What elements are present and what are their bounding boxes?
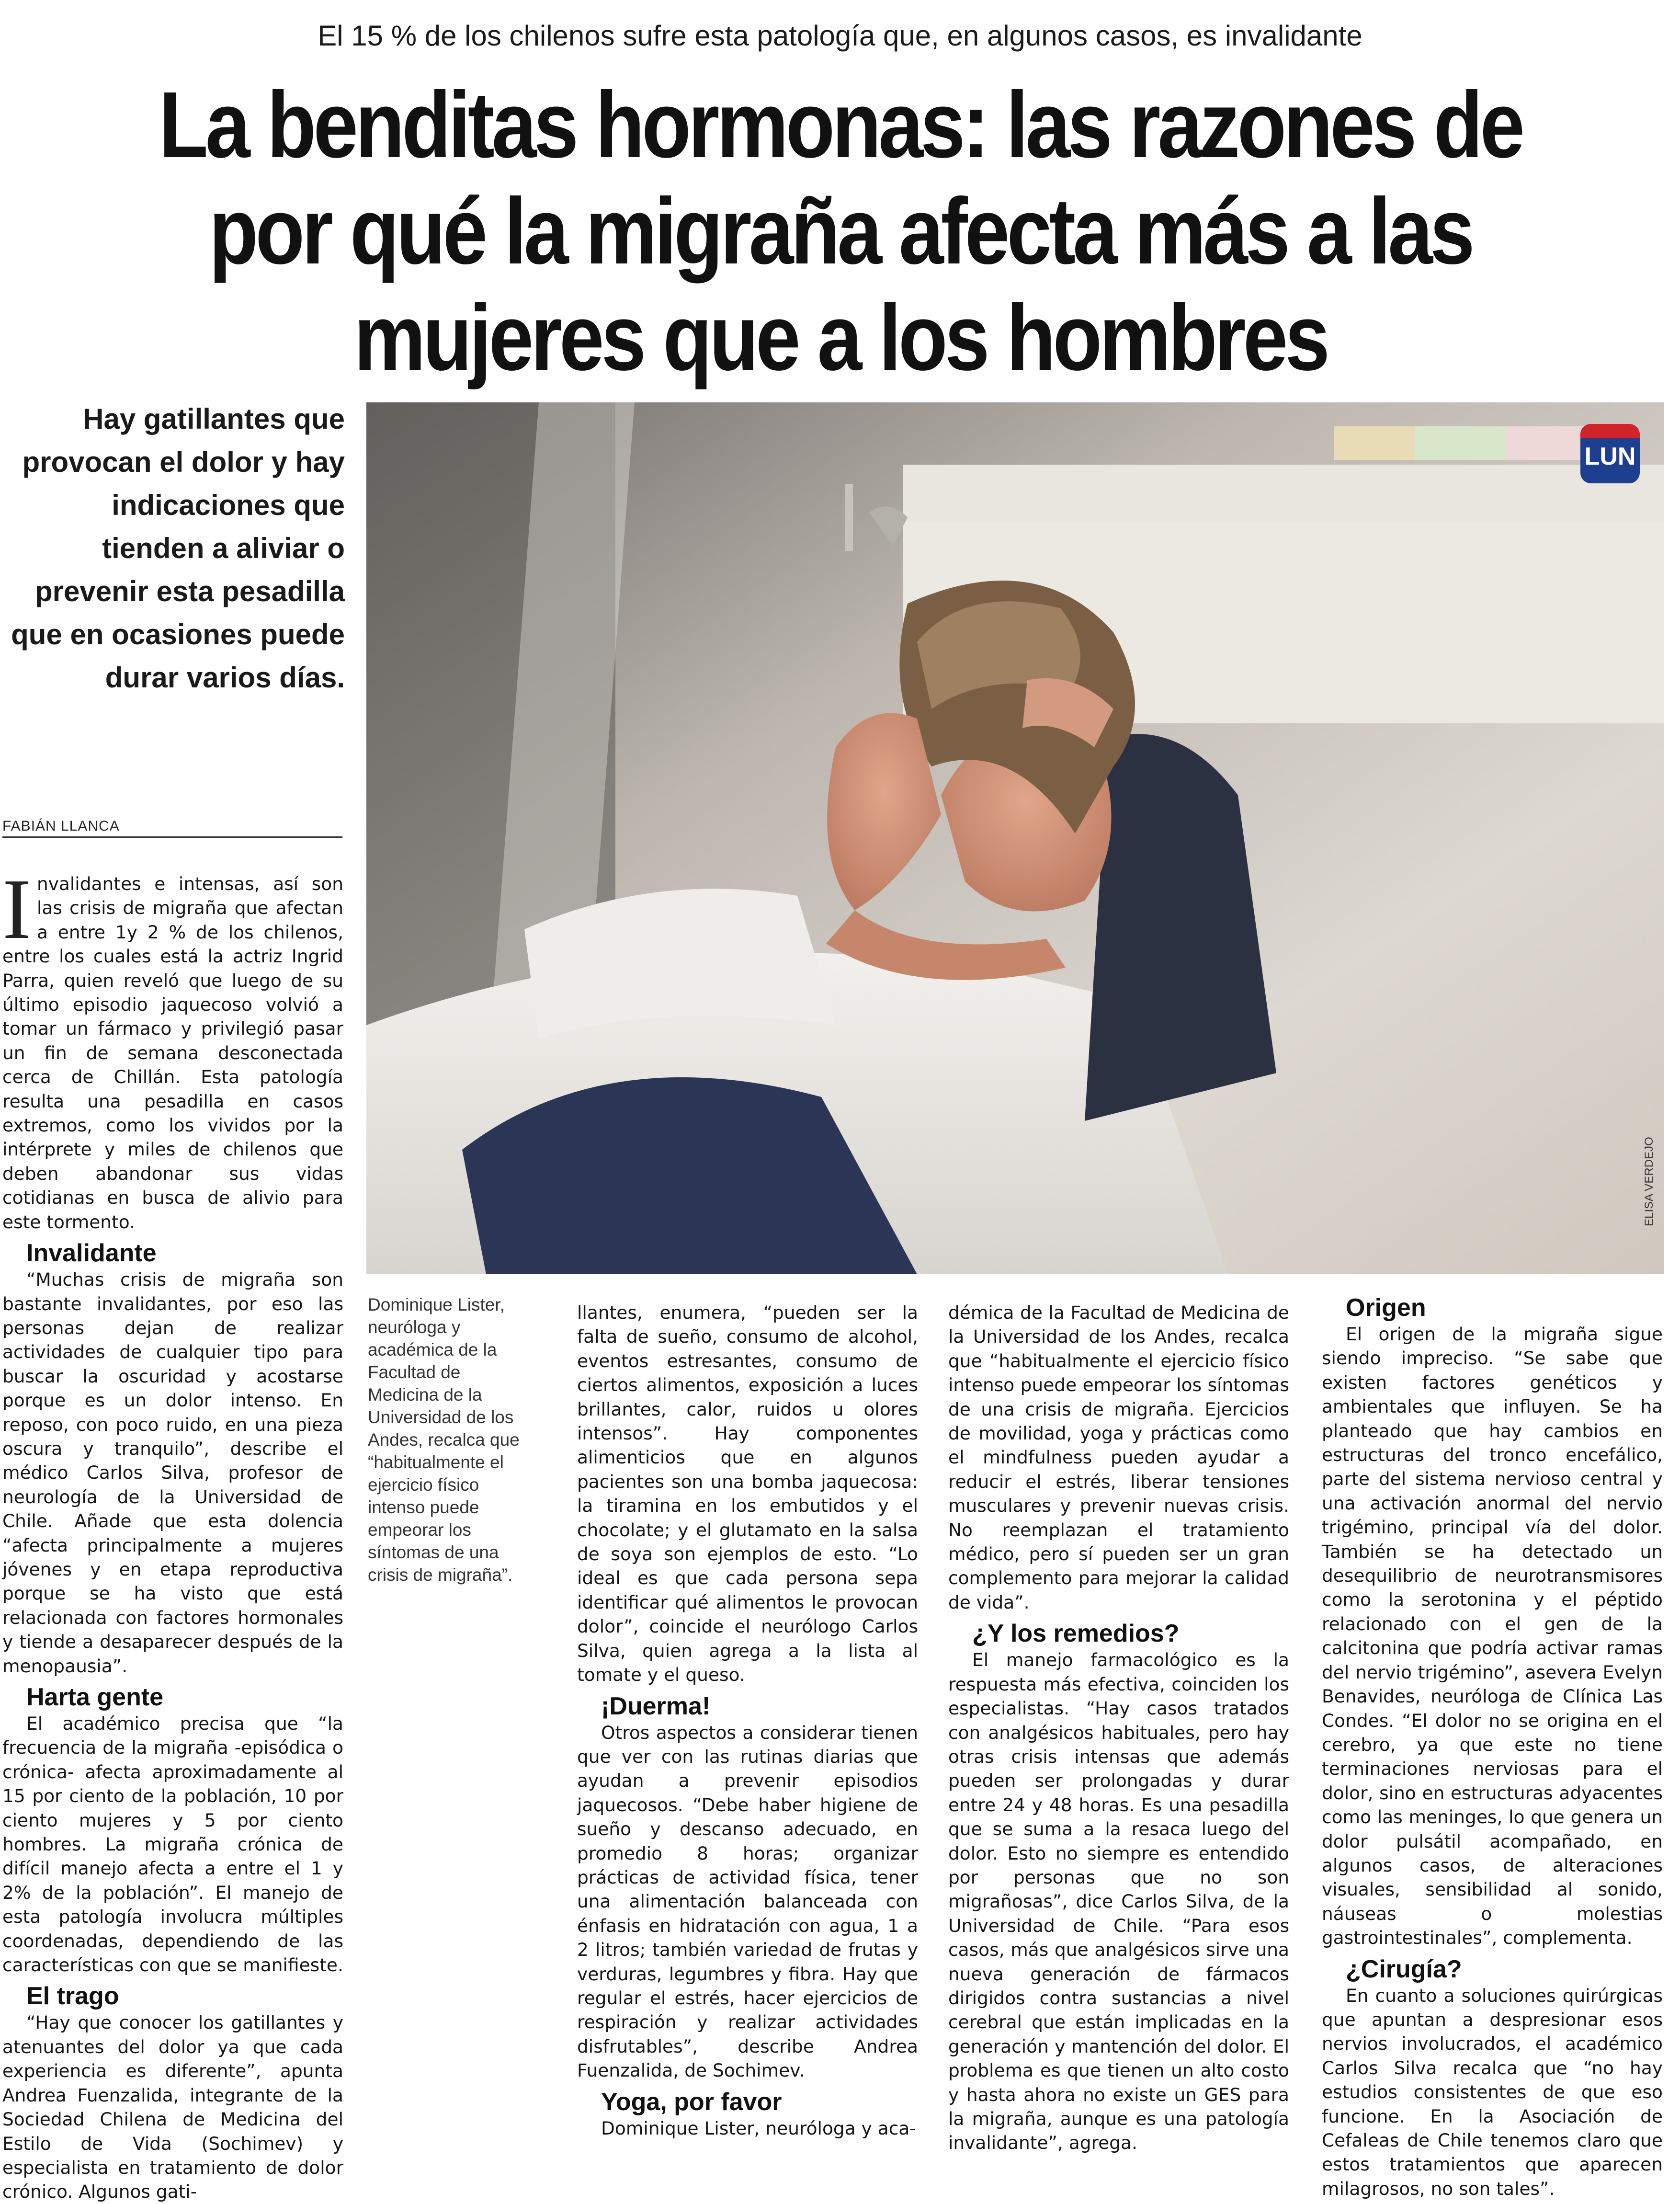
logo-red-band	[1580, 424, 1640, 438]
subhead-harta-gente: Harta gente	[26, 1683, 164, 1711]
paragraph: “Hay que conocer los gatillantes y atenuantes del dolor ya que cada experiencia es diferente”, apunta Andrea Fuenzalida, integrante de la Sociedad Chilena de Medicina del Estilo de Vida (Sochimev) y especialista en tratamiento de dolor crónico. Algunos gati-	[2, 2012, 343, 2203]
article-column-4	[948, 1301, 1289, 2155]
byline: FABIÁN LLANCA	[2, 818, 342, 838]
logo-text: LUN	[1584, 443, 1636, 470]
paragraph: “Muchas crisis de migraña son bastante invalidantes, por eso las personas dejan de realizar actividades de cualquier tipo para buscar la oscuridad y acostarse porque es un dolor intenso. En reposo, con poco ruido, en una pieza oscura y tranquilo”, describe el médico Carlos Silva, profesor de neurología de la Universidad de Chile. Añade que esta dolencia “afecta principalmente a mujeres jóvenes y en etapa reproductiva porque se ha visto que está relacionada con factores hormonales y tiende a desaparecer después de la menopausia”.	[2, 1269, 343, 1677]
subhead-y-los-remedios: ¿Y los remedios?	[972, 1620, 1180, 1648]
photo-credit	[1643, 1198, 1656, 1226]
subhead-yoga-por-favor: Yoga, por favor	[601, 2088, 782, 2116]
headline-line-3: mujeres que a los hombres	[353, 285, 1328, 390]
kicker: El 15 % de los chilenos sufre esta patología que, en algunos casos, es invalidante	[318, 20, 1362, 52]
paragraph: Dominique Lister, neuróloga y aca-	[601, 2117, 916, 2139]
headline	[155, 72, 1526, 391]
subhead-el-trago: El trago	[26, 1982, 119, 2010]
paragraph: El académico precisa que “la frecuencia de la migraña -episódica o crónica- afecta aproximadamente al 15 por ciento de la población, 10 por ciento mujeres y 5 por ciento hombres. La migraña crónica de difícil manejo afecta a entre el 1 y 2% de la población”. El manejo de esta patología involucra múltiples coordenadas, dependiendo de las características con que se manifieste.	[2, 1713, 343, 1976]
photo-caption: Dominique Lister, neuróloga y académica de la Facultad de Medicina de la Universidad de los Andes, recalca que “habitualmente el ejercicio físico intenso puede empeorar los síntomas de una crisis de migraña”.	[368, 1295, 520, 1585]
paragraph: El origen de la migraña sigue siendo impreciso. “Se sabe que existen factores genéticos y ambientales que influyen. Se ha planteado que hay cambios en estructuras del tronco encefálico, parte del sistema nervioso central y una activación anormal del nervio trigémino, principal vía del dolor. También se ha detectado un desequilibrio de neurotransmisores como la serotonina y el péptido relacionado con el gen de la calcitonina que podría activar ramas del nervio trigémino”, asevera Evelyn Benavides, neuróloga de Clínica Las Condes. “El dolor no se origina en el cerebro, ya que este no tiene terminaciones nerviosas para el dolor, sino en estructuras adyacentes como las meninges, lo que genera un dolor pulsátil acompañado, en algunos casos, de alteraciones visuales, sensibilidad al sonido, náuseas o molestias gastrointestinales”, complementa.	[1322, 1324, 1663, 1949]
article-column-3	[577, 1301, 918, 2140]
paragraph: démica de la Facultad de Medicina de la Universidad de los Andes, recalca que “habitualmente el ejercicio físico intenso puede empeorar los síntomas de una crisis de migraña. Ejercicios de movilidad, yoga y prácticas como el mindfulness pueden ayudar a reducir el estrés, liberar tensiones musculares y prevenir nuevas crisis. No reemplazan el tratamiento médico, pero sí pueden ser un gran complemento para mejorar la calidad de vida”.	[948, 1302, 1289, 1613]
paragraph: El manejo farmacológico es la respuesta más efectiva, coinciden los especialistas. “Hay casos tratados con analgésicos habituales, pero hay otras crisis intensas que además pueden ser prolongadas y durar entre 24 y 48 horas. Es una pesadilla que se suma a la resaca luego del dolor. Esto no siempre es entendido por personas que no son migrañosas”, dice Carlos Silva, de la Universidad de Chile. “Para esos casos, más que analgésicos sirve una nueva generación de fármacos dirigidos contra sustancias a nivel cerebral que están implicadas en la generación y mantención del dolor. El problema es que tienen un alto costo y hasta ahora no existe un GES para la migraña, aunque es una patología invalidante”, agrega.	[948, 1649, 1289, 2154]
subhead-duerma: ¡Duerma!	[601, 1692, 711, 1720]
paragraph: Otros aspectos a considerar tienen que ver con las rutinas diarias que ayudan a prevenir episodios jaquecosos. “Debe haber higiene de sueño y descanso adecuado, en promedio 8 horas; organizar prácticas de actividad física, tener una alimentación balanceada con énfasis en hidratación con agua, 1 a 2 litros; también variedad de frutas y verduras, legumbres y fibra. Hay que regular el estrés, hacer ejercicios de respiración y realizar actividades disfrutables”, describe Andrea Fuenzalida, de Sochimev.	[577, 1722, 918, 2081]
photo-woman-with-migraine	[366, 402, 1664, 1274]
lun-logo	[1580, 424, 1640, 483]
headline-line-2: por qué la migraña afecta más a las	[209, 179, 1472, 284]
deck: Hay gatillantes que provocan el dolor y hay indicaciones que tienden a aliviar o prevenir esta pesadilla que en ocasiones puede durar varios días.	[11, 403, 345, 694]
intro-text: nvalidantes e intensas, así son las crisis de migraña que afectan a entre 1y 2 % de los chilenos, entre los cuales está la actriz Ingrid Parra, quien reveló que luego de su último episodio jaquecoso volvió a tomar un fármaco y privilegió pasar un fin de semana desconectada cerca de Chillán. Esta patología resulta una pesadilla en casos extremos, como los vividos por la intérprete y miles de chilenos que deben abandonar sus vidas cotidianas en busca de alivio para este tormento.	[2, 873, 343, 1233]
article-column-5	[1322, 1293, 1663, 2201]
subhead-invalidante: Invalidante	[26, 1239, 157, 1268]
intro-paragraph	[2, 861, 343, 1234]
subhead-cirugia: ¿Cirugía?	[1346, 1955, 1462, 1983]
paragraph: llantes, enumera, “pueden ser la falta de sueño, consumo de alcohol, eventos estresantes, consumo de ciertos alimentos, exposición a luces brillantes, calor, ruidos u olores intensos”. Hay componentes alimenticios que en algunos pacientes son una bomba jaquecosa: la tiramina en los embutidos y el chocolate; y el glutamato en la salsa de soya son ejemplos de esto. “Lo ideal es que cada persona sepa identificar qué alimentos le provocan dolor”, coincide el neurólogo Carlos Silva, quien agrega a la lista al tomate y el queso.	[577, 1302, 918, 1686]
paragraph: En cuanto a soluciones quirúrgicas que apuntan a despresionar esos nervios involucrados, el académico Carlos Silva recalca que “no hay estudios consistentes de que eso funcione. En la Asociación de Cefaleas de Chile tenemos claro que estos tratamientos que aparecen milagrosos, no son tales”.	[1322, 1985, 1663, 2199]
subhead-origen: Origen	[1346, 1294, 1426, 1322]
drop-cap: I	[2, 861, 31, 957]
headline-line-1: La benditas hormonas: las razones de	[159, 72, 1522, 177]
article-column-1	[2, 861, 343, 2204]
